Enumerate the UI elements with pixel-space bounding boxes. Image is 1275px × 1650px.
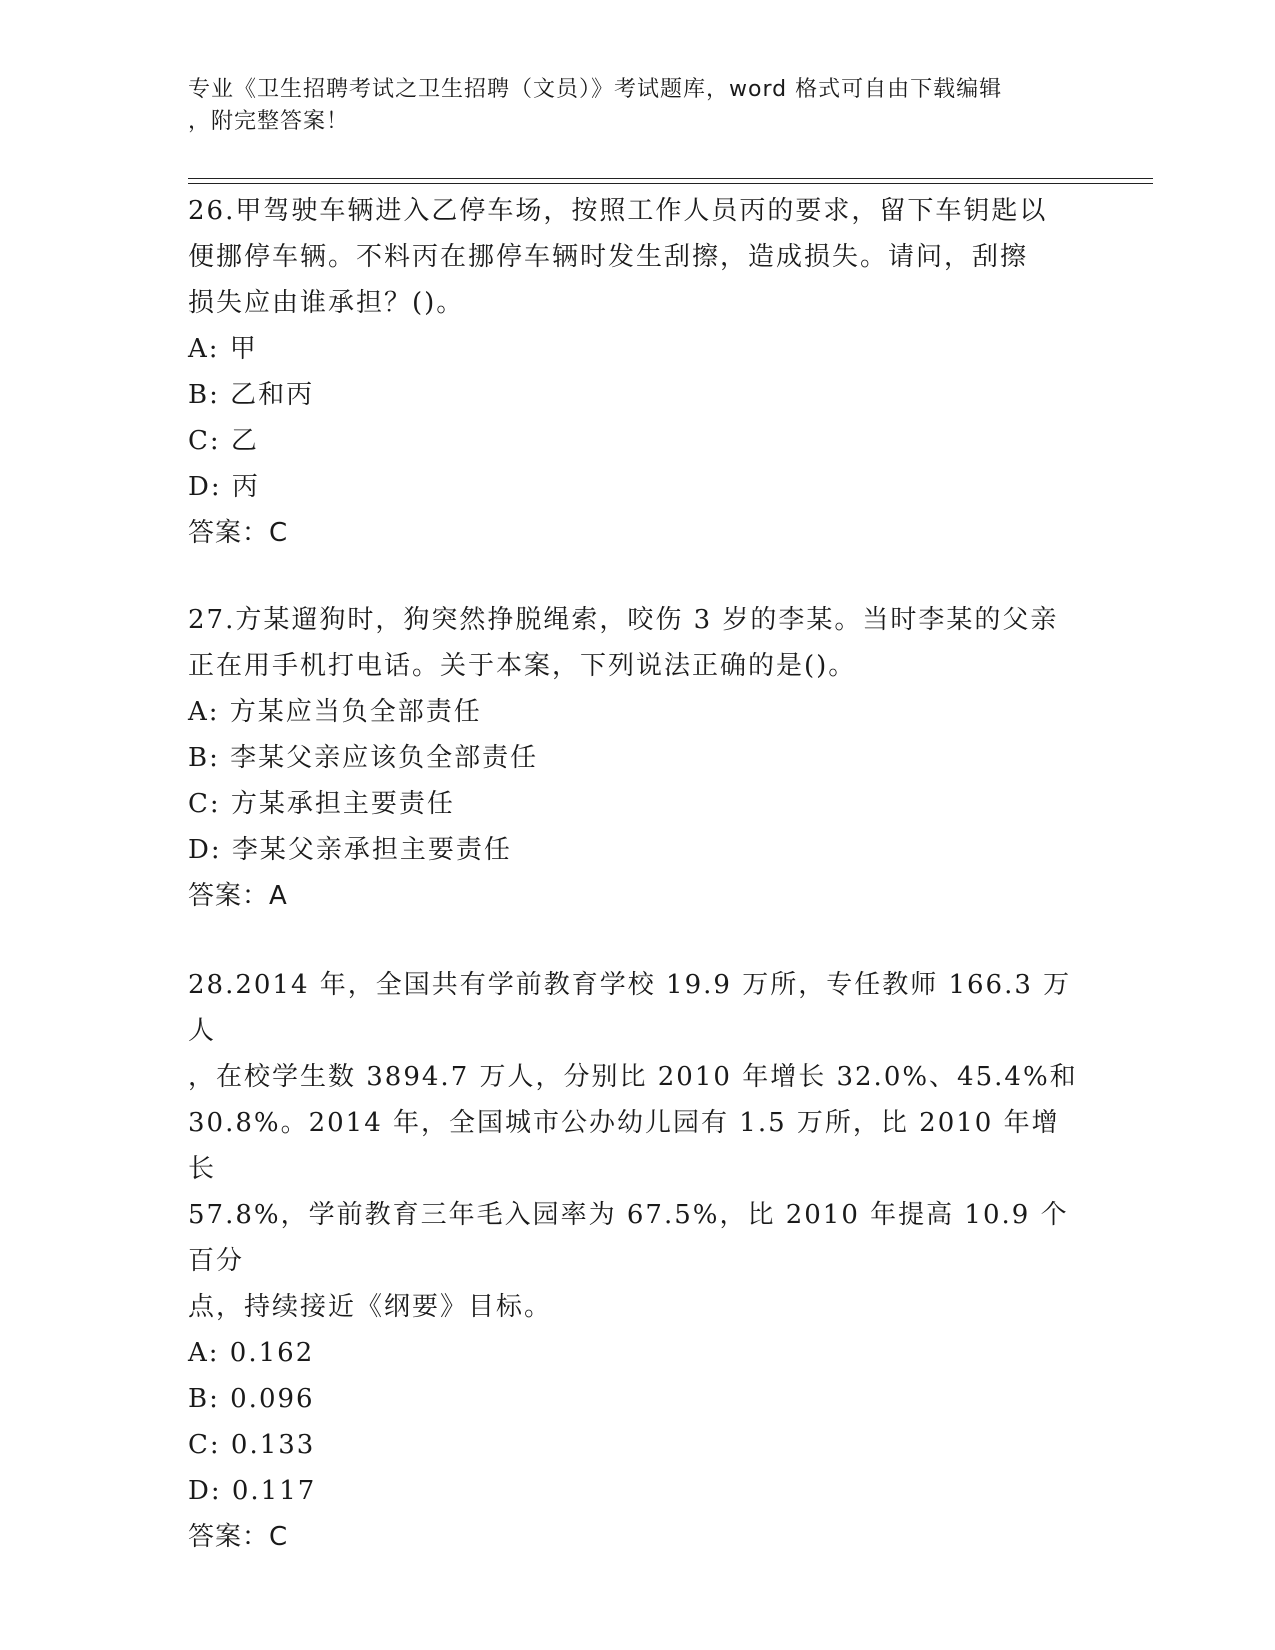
option-b: B: 李某父亲应该负全部责任 bbox=[188, 743, 539, 773]
question-text-line: 损失应由谁承担？()。 bbox=[188, 288, 465, 318]
header-line-2: ，附完整答案！ bbox=[188, 109, 350, 134]
option-d: D: 李某父亲承担主要责任 bbox=[188, 835, 512, 865]
document-header bbox=[188, 74, 1068, 138]
option-c: C: 0.133 bbox=[188, 1430, 316, 1460]
option-a: A: 0.162 bbox=[188, 1338, 315, 1368]
option-b: B: 乙和丙 bbox=[188, 380, 315, 410]
question-text-line: ，在校学生数 3894.7 万人，分别比 2010 年增长 32.0%、45.4%和 bbox=[188, 1062, 1078, 1092]
question-text-line: 26.甲驾驶车辆进入乙停车场，按照工作人员丙的要求，留下车钥匙以 bbox=[188, 196, 1048, 226]
option-a: A: 甲 bbox=[188, 334, 258, 364]
question-text-line: 正在用手机打电话。关于本案，下列说法正确的是()。 bbox=[188, 651, 857, 681]
option-c: C: 方某承担主要责任 bbox=[188, 789, 455, 819]
option-a: A: 方某应当负全部责任 bbox=[188, 697, 482, 727]
question-text-line: 点，持续接近《纲要》目标。 bbox=[188, 1292, 553, 1322]
question-text-line: 57.8%，学前教育三年毛入园率为 67.5%，比 2010 年提高 10.9 个百分 bbox=[188, 1200, 1069, 1276]
question-text-line: 28.2014 年，全国共有学前教育学校 19.9 万所，专任教师 166.3 万人 bbox=[188, 970, 1072, 1046]
question-text-line: 30.8%。2014 年，全国城市公办幼儿园有 1.5 万所，比 2010 年增长 bbox=[188, 1108, 1060, 1184]
question-28 bbox=[188, 962, 1078, 1560]
question-27 bbox=[188, 597, 1078, 919]
option-d: D: 0.117 bbox=[188, 1476, 317, 1506]
option-b: B: 0.096 bbox=[188, 1384, 315, 1414]
header-divider-bottom bbox=[188, 183, 1153, 184]
header-divider-top bbox=[188, 178, 1153, 179]
answer: 答案：C bbox=[188, 1522, 289, 1552]
question-text-line: 27.方某遛狗时，狗突然挣脱绳索，咬伤 3 岁的李某。当时李某的父亲 bbox=[188, 605, 1059, 635]
question-26 bbox=[188, 188, 1078, 556]
option-d: D: 丙 bbox=[188, 472, 260, 502]
option-c: C: 乙 bbox=[188, 426, 259, 456]
answer: 答案：C bbox=[188, 518, 289, 548]
header-line-1: 专业《卫生招聘考试之卫生招聘（文员）》考试题库，word 格式可自由下载编辑 bbox=[188, 77, 1003, 102]
question-text-line: 便挪停车辆。不料丙在挪停车辆时发生刮擦，造成损失。请问，刮擦 bbox=[188, 242, 1029, 272]
answer: 答案：A bbox=[188, 881, 288, 911]
